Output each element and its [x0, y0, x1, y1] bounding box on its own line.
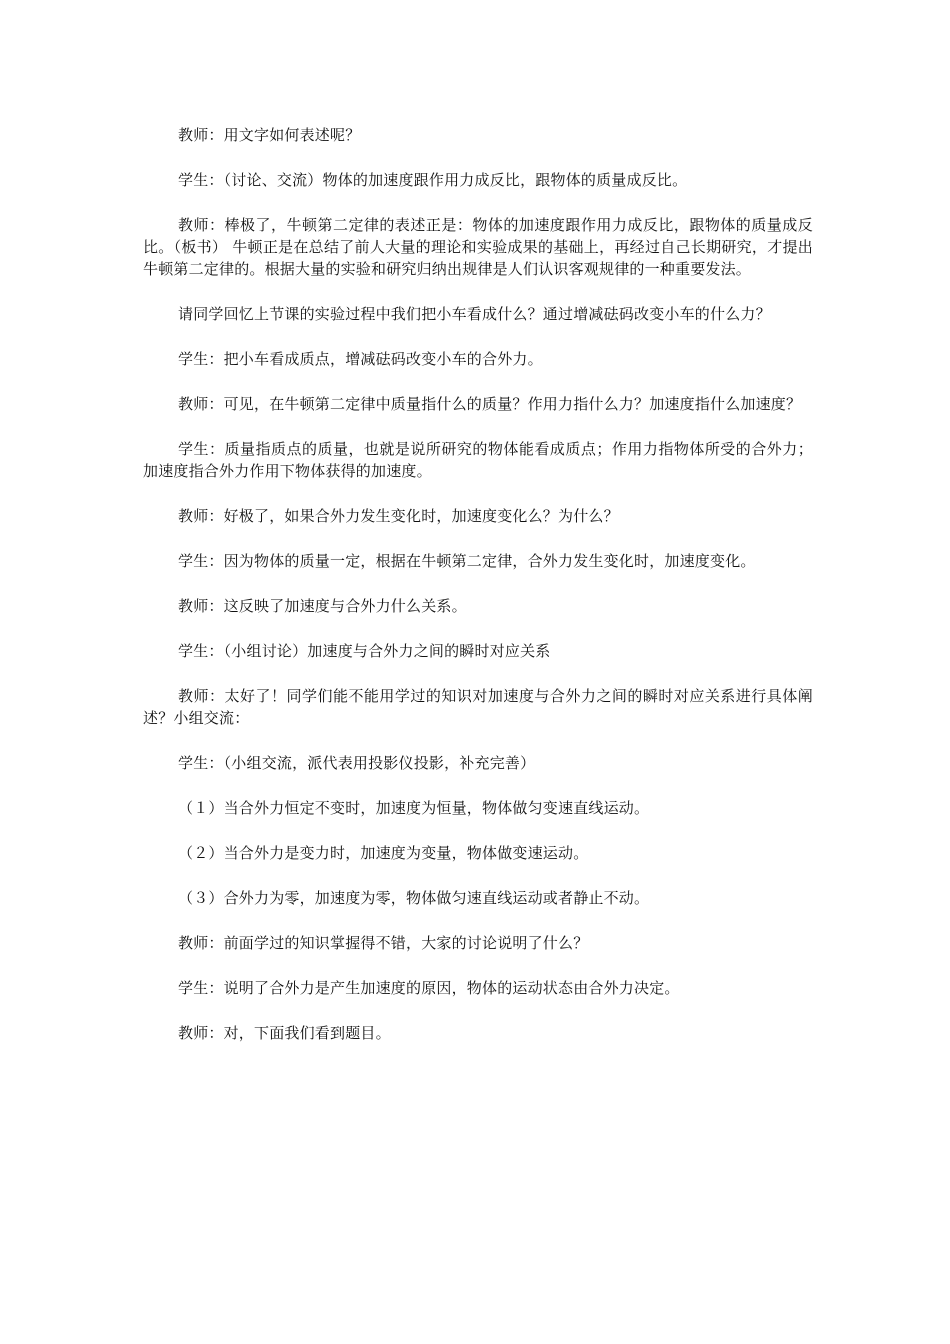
paragraph: 学生：说明了合外力是产生加速度的原因，物体的运动状态由合外力决定。 [178, 979, 680, 997]
paragraph: 教师：太好了！同学们能不能用学过的知识对加速度与合外力之间的瞬时对应关系进行具体阐述？小组交流： [143, 687, 813, 727]
document-body [143, 124, 813, 1067]
paragraph: 教师：对，下面我们看到题目。 [178, 1024, 391, 1042]
paragraph: 教师：棒极了，牛顿第二定律的表述正是：物体的加速度跟作用力成反比，跟物体的质量成反比。（板书） 牛顿正是在总结了前人大量的理论和实验成果的基础上，再经过自己长期研究，才提出牛顿第二定律的。根据大量的实验和研究归纳出规律是人们认识客观规律的一种重要发法。 [143, 216, 813, 278]
paragraph: 请同学回忆上节课的实验过程中我们把小车看成什么？通过增减砝码改变小车的什么力？ [178, 305, 771, 323]
paragraph: 学生：（讨论、交流）物体的加速度跟作用力成反比，跟物体的质量成反比。 [178, 171, 688, 189]
paragraph: 学生：质量指质点的质量，也就是说所研究的物体能看成质点；作用力指物体所受的合外力；加速度指合外力作用下物体获得的加速度。 [143, 440, 813, 480]
paragraph: 学生：把小车看成质点，增减砝码改变小车的合外力。 [178, 350, 543, 368]
paragraph: 教师：用文字如何表述呢？ [178, 126, 361, 144]
paragraph: 教师：前面学过的知识掌握得不错，大家的讨论说明了什么？ [178, 934, 589, 952]
list-item: （１）当合外力恒定不变时，加速度为恒量，物体做匀变速直线运动。 [178, 799, 650, 817]
paragraph: 教师：这反映了加速度与合外力什么关系。 [178, 597, 467, 615]
list-item: （２）当合外力是变力时，加速度为变量，物体做变速运动。 [178, 844, 589, 862]
paragraph: 教师：可见，在牛顿第二定律中质量指什么的质量？作用力指什么力？加速度指什么加速度？ [178, 395, 802, 413]
paragraph: 学生：因为物体的质量一定，根据在牛顿第二定律，合外力发生变化时，加速度变化。 [178, 552, 756, 570]
paragraph: 学生：（小组讨论）加速度与合外力之间的瞬时对应关系 [178, 642, 551, 660]
list-item: （３）合外力为零，加速度为零，物体做匀速直线运动或者静止不动。 [178, 889, 650, 907]
paragraph: 学生：（小组交流，派代表用投影仪投影，补充完善） [178, 754, 536, 772]
paragraph: 教师：好极了，如果合外力发生变化时，加速度变化么？为什么？ [178, 507, 619, 525]
